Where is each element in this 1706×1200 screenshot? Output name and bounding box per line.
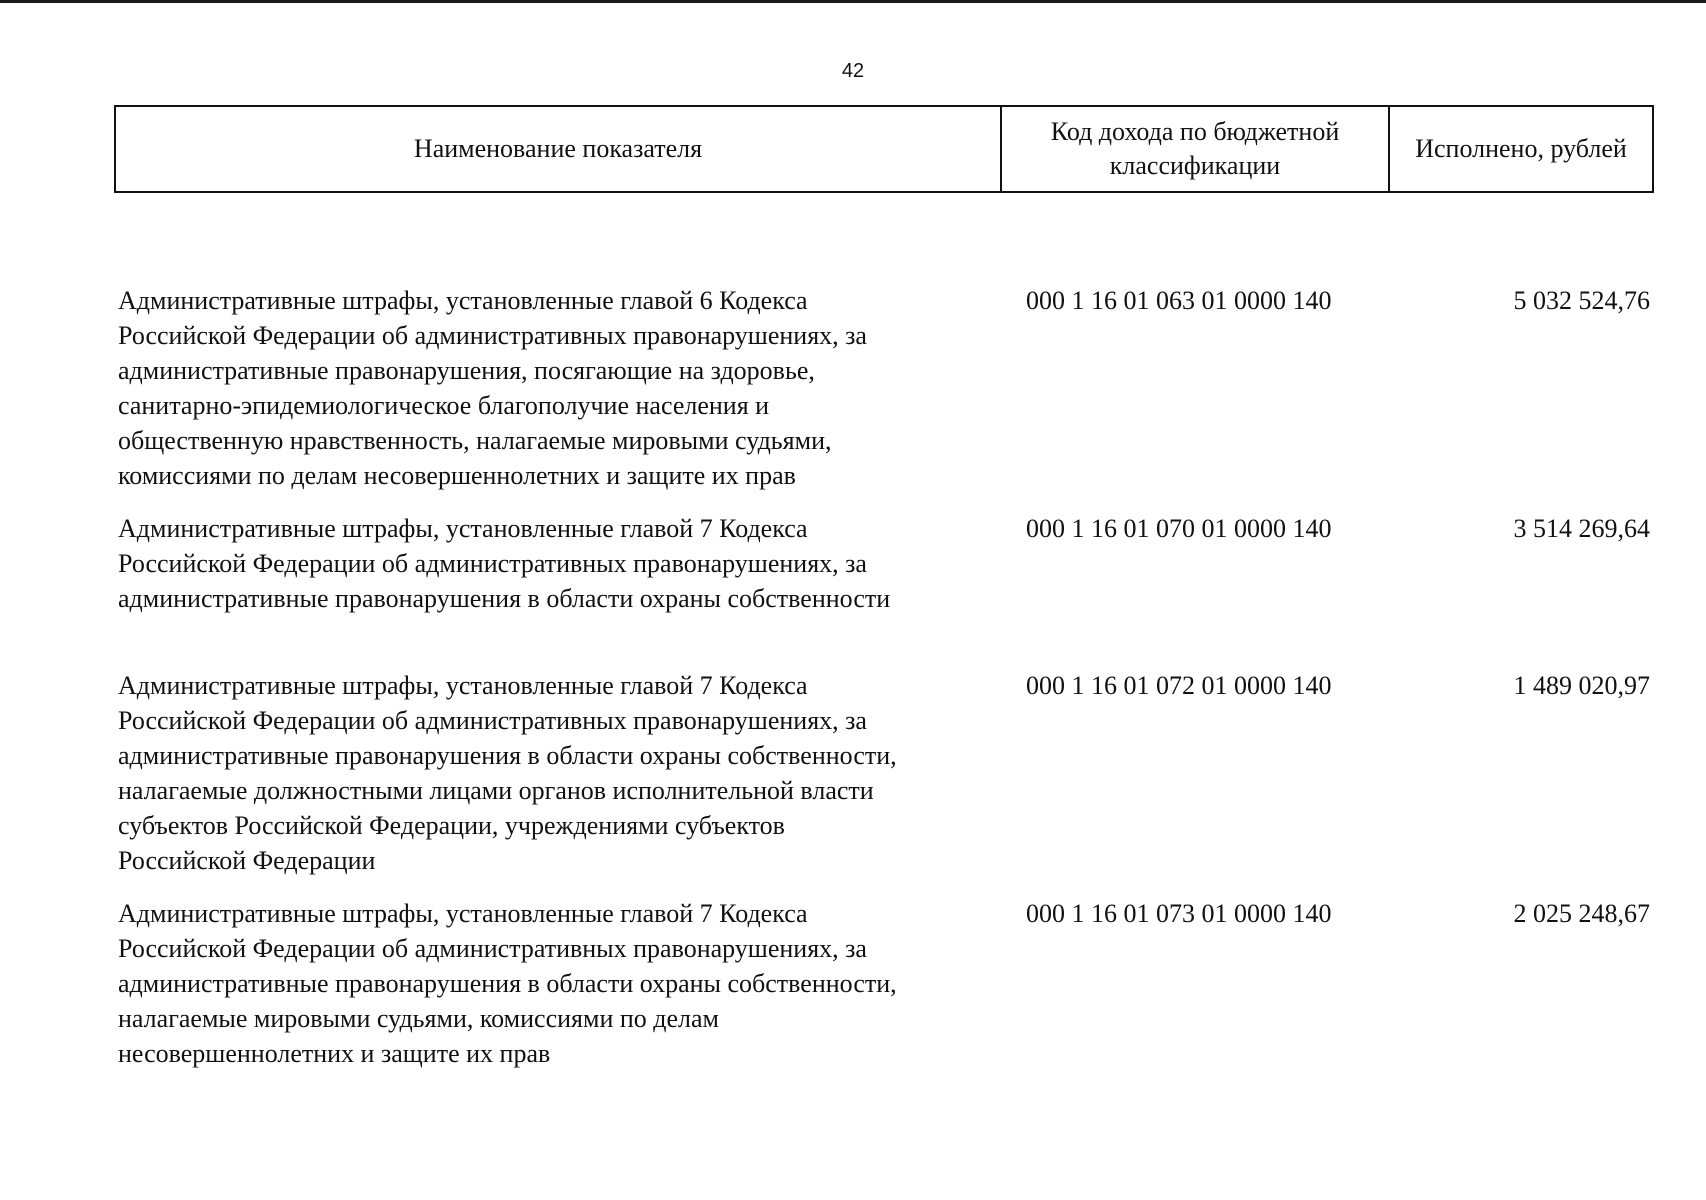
revenue-table	[114, 105, 1654, 1068]
table-row	[114, 283, 1654, 493]
table-row	[114, 668, 1654, 878]
indicator-name	[114, 668, 1000, 878]
indicator-name-line: санитарно-эпидемиологическое благополучие населения и	[118, 391, 770, 420]
table-row	[114, 511, 1654, 616]
indicator-name	[114, 896, 1000, 1071]
header-executed-amount: Исполнено, рублей	[1415, 134, 1627, 163]
executed-amount: 3 514 269,64	[1513, 514, 1650, 543]
executed-amount: 1 489 020,97	[1513, 671, 1650, 700]
indicator-name-line: Административные штрафы, установленные главой 7 Кодекса	[118, 671, 808, 700]
revenue-code: 000 1 16 01 072 01 0000 140	[1026, 671, 1332, 700]
indicator-name-line: комиссиями по делам несовершеннолетних и защите их прав	[118, 461, 796, 490]
header-indicator-name: Наименование показателя	[116, 107, 1002, 191]
indicator-name-line: административные правонарушения в области охраны собственности	[118, 584, 891, 613]
indicator-name-line: Российской Федерации	[118, 846, 376, 875]
revenue-code: 000 1 16 01 073 01 0000 140	[1026, 899, 1332, 928]
indicator-name	[114, 283, 1000, 493]
page-number: 42	[841, 60, 865, 82]
table-header	[114, 105, 1654, 193]
indicator-name-line: налагаемые мировыми судьями, комиссиями по делам	[118, 1004, 720, 1033]
indicator-name-line: общественную нравственность, налагаемые мировыми судьями,	[118, 426, 832, 455]
indicator-name-line: административные правонарушения в области охраны собственности,	[118, 969, 897, 998]
indicator-name-line: Административные штрафы, установленные главой 6 Кодекса	[118, 286, 808, 315]
top-rule	[0, 0, 1706, 3]
indicator-name-line: субъектов Российской Федерации, учреждениями субъектов	[118, 811, 785, 840]
revenue-code: 000 1 16 01 063 01 0000 140	[1026, 286, 1332, 315]
header-revenue-code: Код дохода по бюджетной классификации	[1002, 107, 1390, 191]
indicator-name-line: несовершеннолетних и защите их прав	[118, 1039, 551, 1068]
indicator-name-line: Российской Федерации об административных правонарушениях, за	[118, 706, 867, 735]
indicator-name-line: Российской Федерации об административных правонарушениях, за	[118, 549, 867, 578]
indicator-name-line: налагаемые должностными лицами органов исполнительной власти	[118, 776, 874, 805]
indicator-name-line: Административные штрафы, установленные главой 7 Кодекса	[118, 899, 808, 928]
indicator-name-line: административные правонарушения в области охраны собственности,	[118, 741, 897, 770]
indicator-name-line: Российской Федерации об административных правонарушениях, за	[118, 321, 867, 350]
executed-amount: 5 032 524,76	[1513, 286, 1650, 315]
indicator-name-line: административные правонарушения, посягающие на здоровье,	[118, 356, 815, 385]
table-row	[114, 896, 1654, 1071]
indicator-name	[114, 511, 1000, 616]
revenue-code: 000 1 16 01 070 01 0000 140	[1026, 514, 1332, 543]
executed-amount: 2 025 248,67	[1513, 899, 1650, 928]
indicator-name-line: Российской Федерации об административных правонарушениях, за	[118, 934, 867, 963]
indicator-name-line: Административные штрафы, установленные главой 7 Кодекса	[118, 514, 808, 543]
